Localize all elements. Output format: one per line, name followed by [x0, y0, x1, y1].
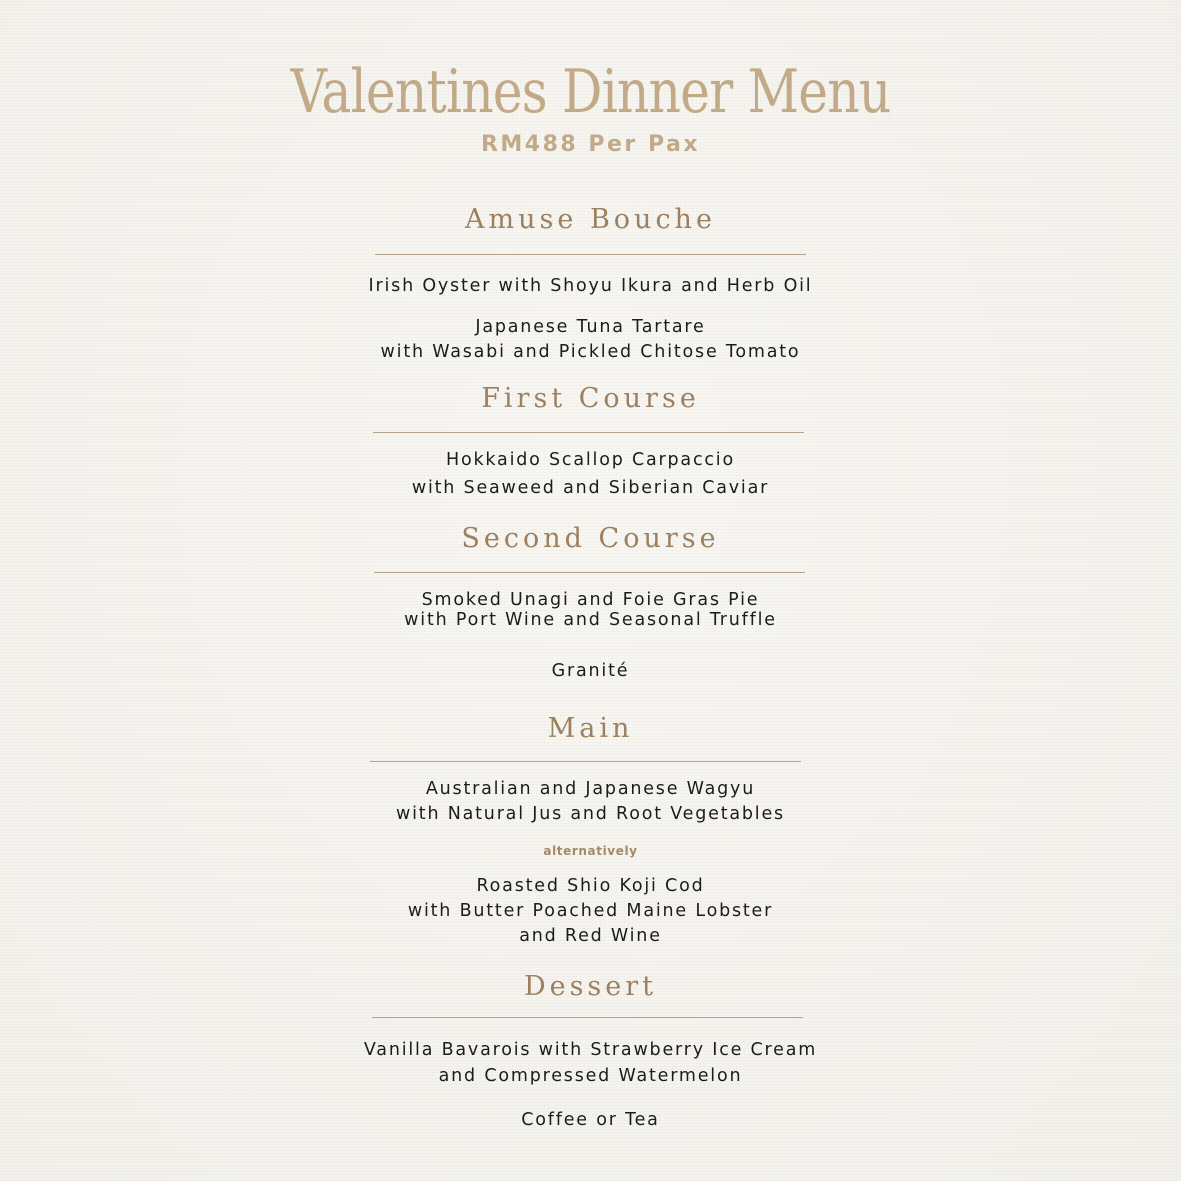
menu-item-subline: with Butter Poached Maine Lobster [407, 901, 774, 921]
section-divider [373, 432, 804, 433]
menu-item: Japanese Tuna Tartare [475, 317, 706, 337]
section-divider [372, 1017, 803, 1018]
menu-item-subline: and Red Wine [519, 926, 662, 946]
section-title-first-course: First Course [481, 383, 700, 414]
section-divider [370, 761, 801, 762]
menu-item-subline: with Port Wine and Seasonal Truffle [404, 610, 777, 630]
alternative-note: alternatively [543, 844, 638, 858]
menu-item: Vanilla Bavarois with Strawberry Ice Cream [363, 1040, 818, 1060]
section-title-amuse-bouche: Amuse Bouche [465, 204, 716, 235]
menu-title: Valentines Dinner Menu [290, 57, 891, 127]
menu-item: Coffee or Tea [521, 1110, 660, 1130]
menu-item-subline: with Wasabi and Pickled Chitose Tomato [380, 342, 801, 362]
menu-item: Smoked Unagi and Foie Gras Pie [421, 590, 760, 610]
menu-item-subline: with Natural Jus and Root Vegetables [396, 804, 785, 824]
menu-item-subline: with Seaweed and Siberian Caviar [411, 478, 770, 498]
menu-item: Australian and Japanese Wagyu [425, 779, 756, 799]
section-title-second-course: Second Course [461, 523, 720, 554]
section-title-dessert: Dessert [523, 971, 658, 1002]
menu-item-subline: and Compressed Watermelon [438, 1066, 743, 1086]
menu-item: Roasted Shio Koji Cod [476, 876, 705, 896]
section-divider [374, 572, 805, 573]
section-title-main: Main [547, 713, 634, 744]
menu-item: Irish Oyster with Shoyu Ikura and Herb Oil [368, 276, 813, 296]
menu-item: Granité [551, 661, 630, 681]
price-per-pax: RM488 Per Pax [480, 132, 701, 157]
section-divider [375, 254, 806, 255]
menu-item: Hokkaido Scallop Carpaccio [446, 450, 735, 470]
